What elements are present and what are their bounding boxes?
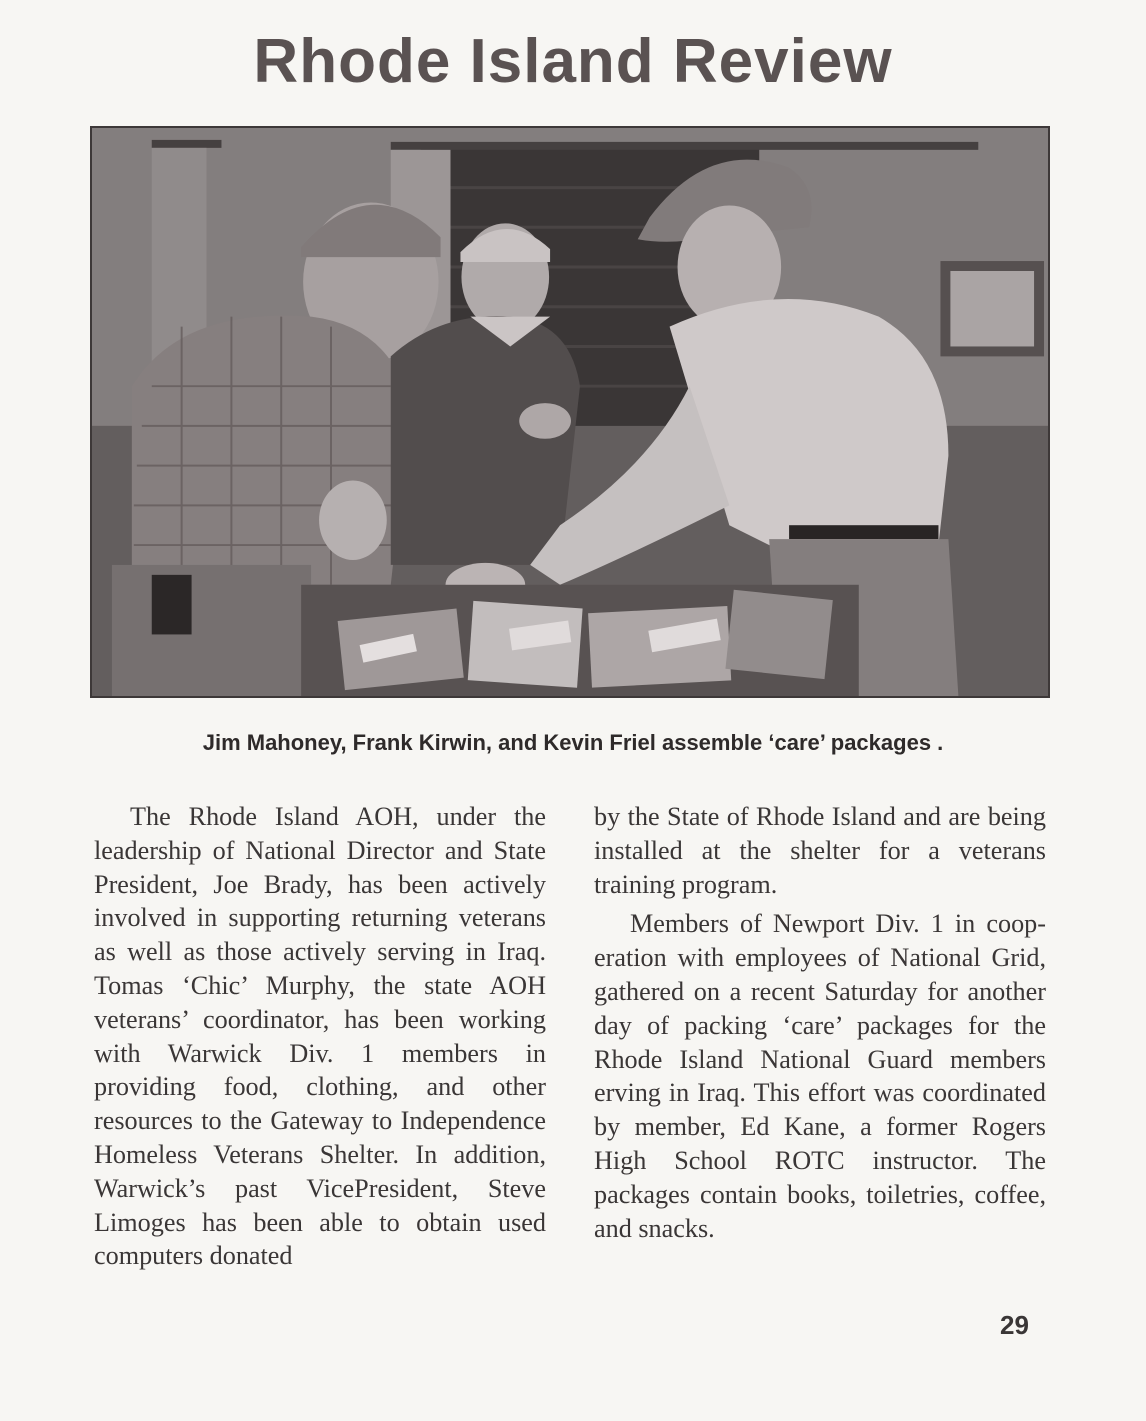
photo-illustration <box>92 128 1048 696</box>
photo-caption: Jim Mahoney, Frank Kirwin, and Kevin Friel assemble ‘care’ packages . <box>202 730 944 755</box>
news-photo <box>90 126 1050 698</box>
masthead-title: Rhode Island Review <box>253 27 893 96</box>
article-paragraph: The Rhode Island AOH, under the leadership of National Director and State President, Joe Brady, has been actively involved in supporting returning veterans as well as those actively serving in Iraq. Tomas ‘Chic’ Murphy, the state AOH veterans’ coordinator, has been working with Warwick Div. 1 members in providing food, clothing, and other resources to the Gateway to Independence Homeless Veterans Shelter. In addition, Warwick’s past VicePresident, Steve Limoges has been able to obtain used computers donated <box>94 802 546 1271</box>
article-column-right <box>594 800 1046 1245</box>
article-paragraph: Members of Newport Div. 1 in cooperation with employees of National Grid, gathered on a recent Saturday for another day of packing ‘care’ packages for the Rhode Island National Guard members erving in Iraq. This effort was coordinated by member, Ed Kane, a former Rogers High School ROTC instructor. The packages contain books, toiletries, coffee, and snacks. <box>594 909 1046 1243</box>
article-paragraph: by the State of Rhode Island and are being installed at the shelter for a veterans training program. <box>594 802 1046 899</box>
article-column-left <box>94 800 546 1273</box>
page-number: 29 <box>1000 1310 1029 1340</box>
